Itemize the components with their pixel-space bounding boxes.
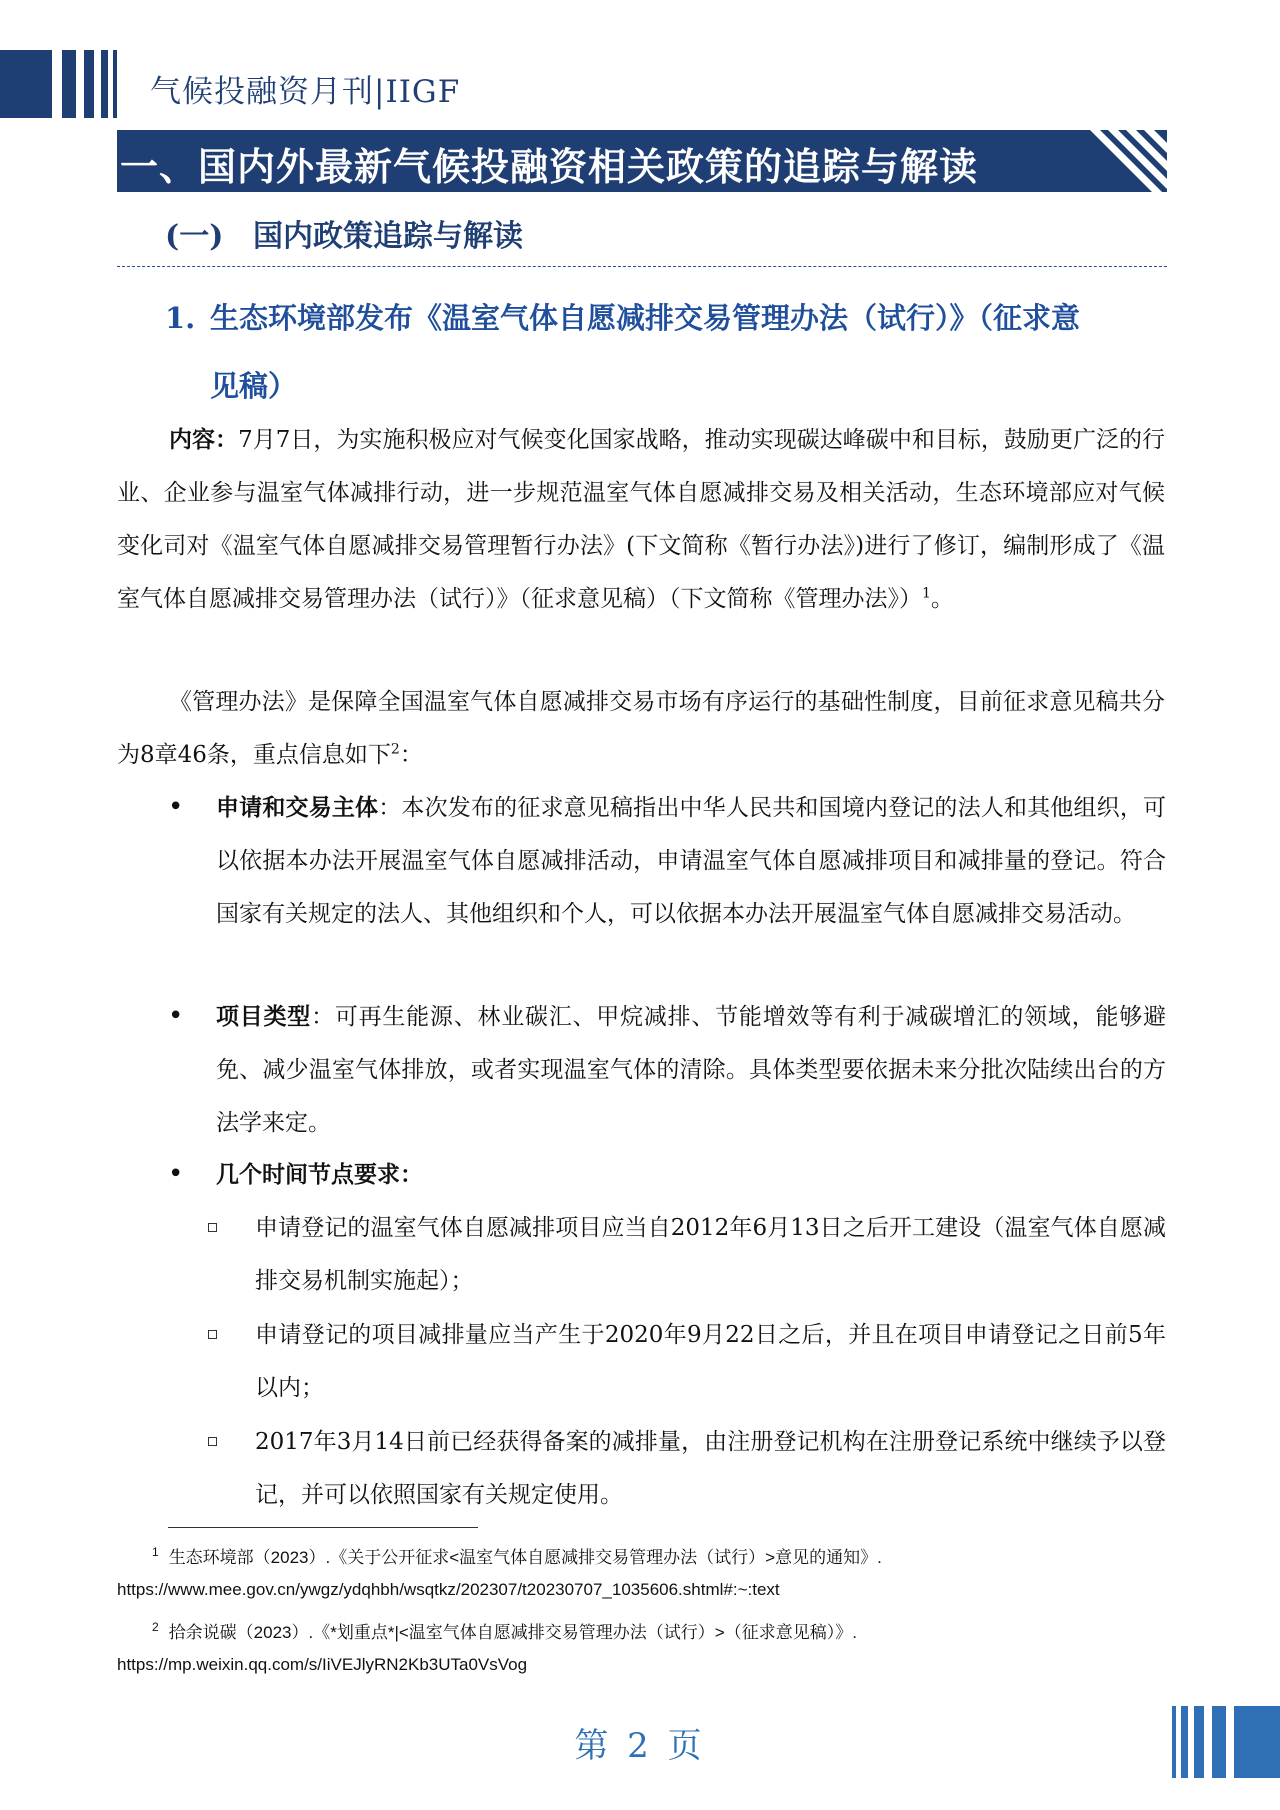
bullet-label: 项目类型 xyxy=(216,1003,312,1030)
content-tail: 。 xyxy=(930,586,954,612)
footnote-ref-2[interactable]: 2 xyxy=(390,741,400,758)
section-title: 一、国内外最新气候投融资相关政策的追踪与解读 xyxy=(120,144,979,189)
bullet-text: ： xyxy=(400,1161,423,1188)
footnote-1-link[interactable]: https://www.mee.gov.cn/ywgz/ydqhbh/wsqtkz/202307/t20230707_1035606.shtml#:~:text xyxy=(117,1580,780,1599)
item-title-line2: 见稿） xyxy=(210,369,298,403)
summary-paragraph xyxy=(117,676,1165,782)
dashed-divider xyxy=(117,266,1167,267)
footnote-2-citation: 拾余说碳（2023）.《*划重点*|<温室气体自愿减排交易管理办法（试行）>（征求意见稿）》. xyxy=(168,1623,857,1642)
content-lead: 内容： xyxy=(169,426,239,453)
item-heading xyxy=(165,284,1165,420)
summary-text: 《管理办法》是保障全国温室气体自愿减排交易市场有序运行的基础性制度，目前征求意见稿共分为8章46条，重点信息如下 xyxy=(117,689,1165,768)
bullet-dot-icon: • xyxy=(168,1001,184,1031)
summary-tail: ： xyxy=(399,742,423,768)
subsection-title: 国内政策追踪与解读 xyxy=(253,219,523,254)
square-bullet-icon xyxy=(208,1330,217,1339)
square-bullet-icon xyxy=(208,1437,217,1446)
bullet-text: ：可再生能源、林业碳汇、甲烷减排、节能增效等有利于减碳增汇的领域，能够避免、减少温室气体排放，或者实现温室气体的清除。具体类型要依据未来分批次陆续出台的方法学来定。 xyxy=(216,1004,1167,1136)
footnote-ref-1[interactable]: 1 xyxy=(922,585,931,602)
footnote-2-number: 2 xyxy=(152,1620,159,1635)
publication-title: 气候投融资月刊|IIGF xyxy=(150,74,461,110)
subsection-number: (一) xyxy=(165,219,224,254)
footnote-2-link[interactable]: https://mp.weixin.qq.com/s/IiVEJlyRN2Kb3UTa0VsVog xyxy=(117,1655,528,1674)
sub-bullet-text: 申请登记的温室气体自愿减排项目应当自2012年6月13日之后开工建设（温室气体自愿减排交易机制实施起）； xyxy=(255,1215,1166,1294)
page-number: 第 2 页 xyxy=(574,1726,706,1766)
footnote-1-citation: 生态环境部（2023）.《关于公开征求<温室气体自愿减排交易管理办法（试行）>意见的通知》. xyxy=(168,1548,882,1567)
band-stripes-decoration xyxy=(1090,130,1170,192)
sub-bullet-text: 申请登记的项目减排量应当产生于2020年9月22日之后，并且在项目申请登记之日前5年以内； xyxy=(255,1322,1166,1401)
item-title-line1: 生态环境部发布《温室气体自愿减排交易管理办法（试行）》（征求意 xyxy=(210,301,1081,335)
bullet-text: ：本次发布的征求意见稿指出中华人民共和国境内登记的法人和其他组织，可以依据本办法开展温室气体自愿减排活动，申请温室气体自愿减排项目和减排量的登记。符合国家有关规定的法人、其他组织和个人，可以依据本办法开展温室气体自愿减排交易活动。 xyxy=(216,795,1167,927)
subsection-heading xyxy=(165,211,523,255)
footnote-2-line1 xyxy=(152,1618,857,1643)
content-text: 7月7日，为实施积极应对气候变化国家战略，推动实现碳达峰碳中和目标，鼓励更广泛的行业、企业参与温室气体减排行动，进一步规范温室气体自愿减排交易及相关活动，生态环境部应对气候变化司对《温室气体自愿减排交易管理暂行办法》(下文简称《暂行办法》)进行了修订，编制形成了《温室气体自愿减排交易管理办法（试行）》（征求意见稿）（下文简称《管理办法》） xyxy=(117,427,1165,612)
sub-bullet-text: 2017年3月14日前已经获得备案的减排量，由注册登记机构在注册登记系统中继续予以登记，并可以依照国家有关规定使用。 xyxy=(255,1429,1166,1508)
footnote-1-number: 1 xyxy=(152,1545,159,1560)
content-paragraph xyxy=(117,413,1165,626)
bullet-label: 几个时间节点要求 xyxy=(216,1161,400,1188)
square-bullet-icon xyxy=(208,1223,217,1232)
footnote-divider xyxy=(168,1527,478,1528)
bullet-dot-icon: • xyxy=(168,1159,184,1189)
item-number: 1. xyxy=(165,301,196,335)
bullet-label: 申请和交易主体 xyxy=(216,794,379,821)
footnote-1-line1 xyxy=(152,1543,882,1568)
bullet-dot-icon: • xyxy=(168,792,184,822)
